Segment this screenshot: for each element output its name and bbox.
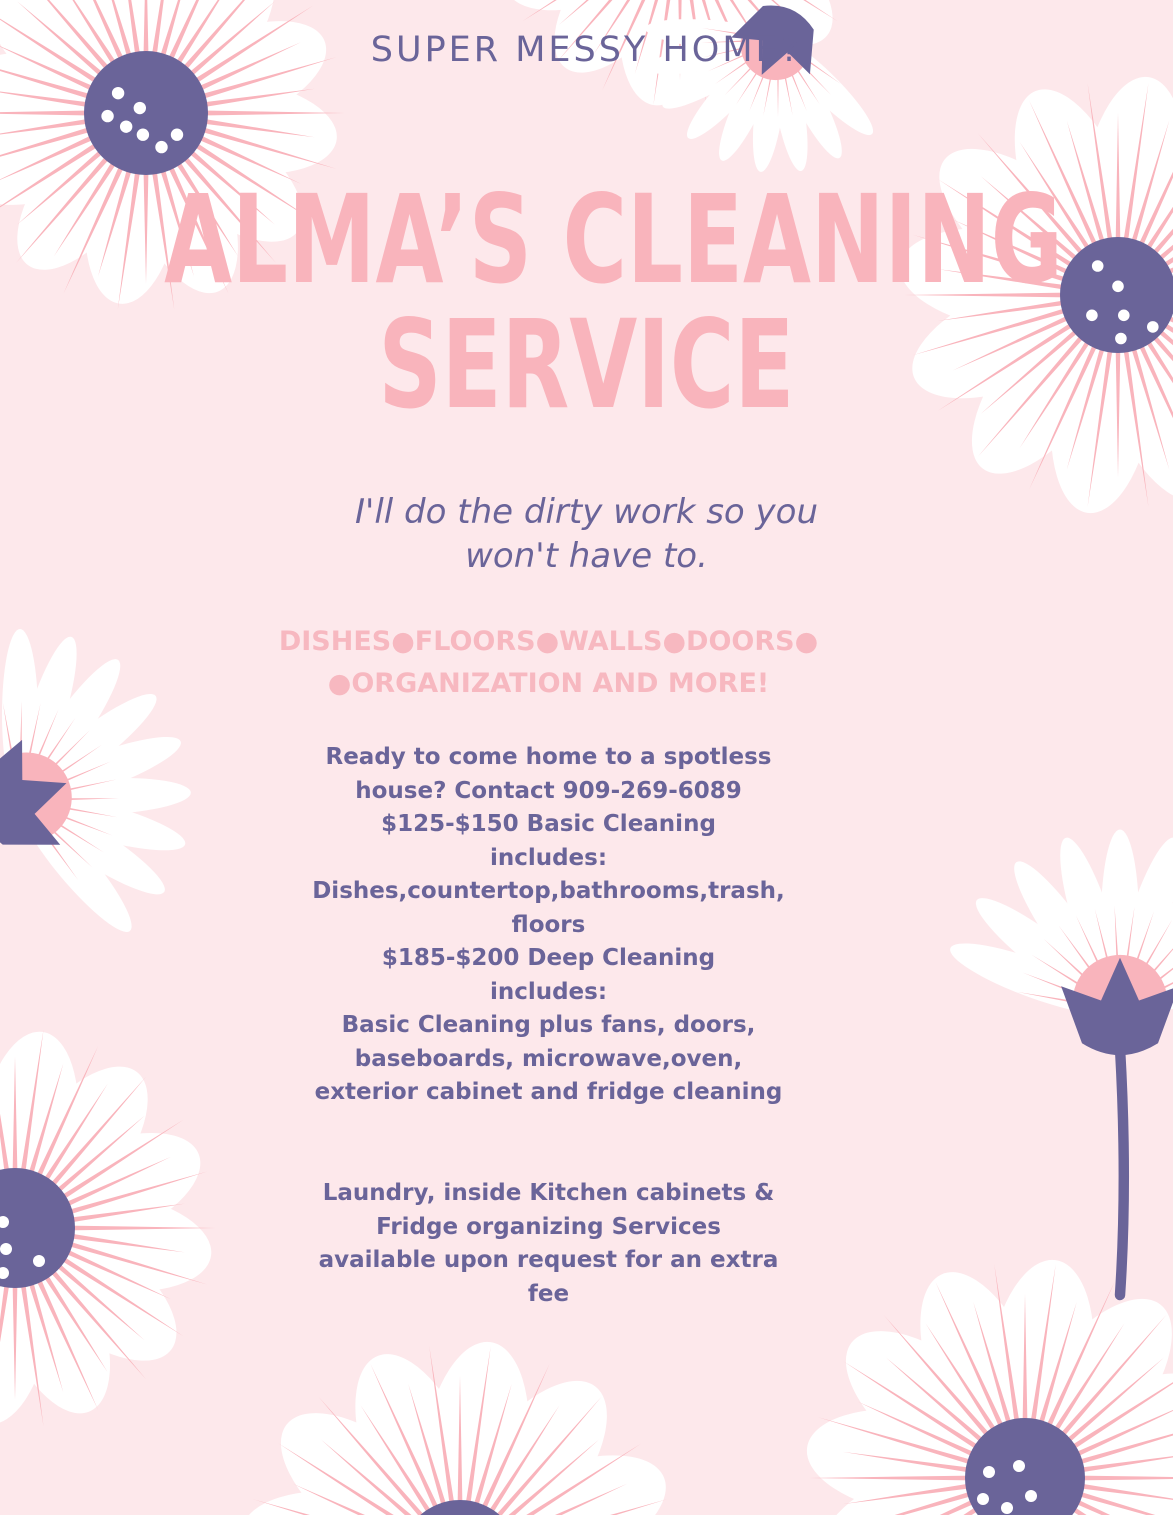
deep-items-line: baseboards, microwave,oven, <box>354 1045 743 1072</box>
services-line: ●ORGANIZATION AND MORE! <box>327 668 770 699</box>
business-title-line-1: ALMA’S CLEANING <box>164 169 1063 311</box>
deep-items-line: Basic Cleaning plus fans, doors, <box>341 1012 756 1038</box>
tagline: SUPER MESSY HOME? <box>370 30 803 70</box>
extras-line: available upon request for an extra <box>318 1247 779 1273</box>
slogan-line: I'll do the dirty work so you <box>354 492 819 532</box>
basic-items-line: floors <box>511 911 586 938</box>
basic-price-line: $125-$150 Basic Cleaning <box>381 811 716 837</box>
business-title-line-2: SERVICE <box>378 294 795 436</box>
services-line: DISHES●FLOORS●WALLS●DOORS● <box>278 626 819 657</box>
basic-items-line: Dishes,countertop,bathrooms,trash, <box>312 878 785 904</box>
extras-line: Laundry, inside Kitchen cabinets & <box>322 1180 775 1206</box>
extras-line: fee <box>527 1280 570 1307</box>
deep-items-line: exterior cabinet and fridge cleaning <box>314 1079 783 1105</box>
contact-line: Ready to come home to a spotless <box>325 744 772 770</box>
includes-line: includes: <box>489 844 608 871</box>
includes-line: includes: <box>489 978 608 1005</box>
deep-price-line: $185-$200 Deep Cleaning <box>381 945 716 971</box>
extras-line: Fridge organizing Services <box>376 1213 721 1240</box>
phone-line: house? Contact 909-269-6089 <box>355 777 742 804</box>
slogan-line: won't have to. <box>465 536 708 576</box>
